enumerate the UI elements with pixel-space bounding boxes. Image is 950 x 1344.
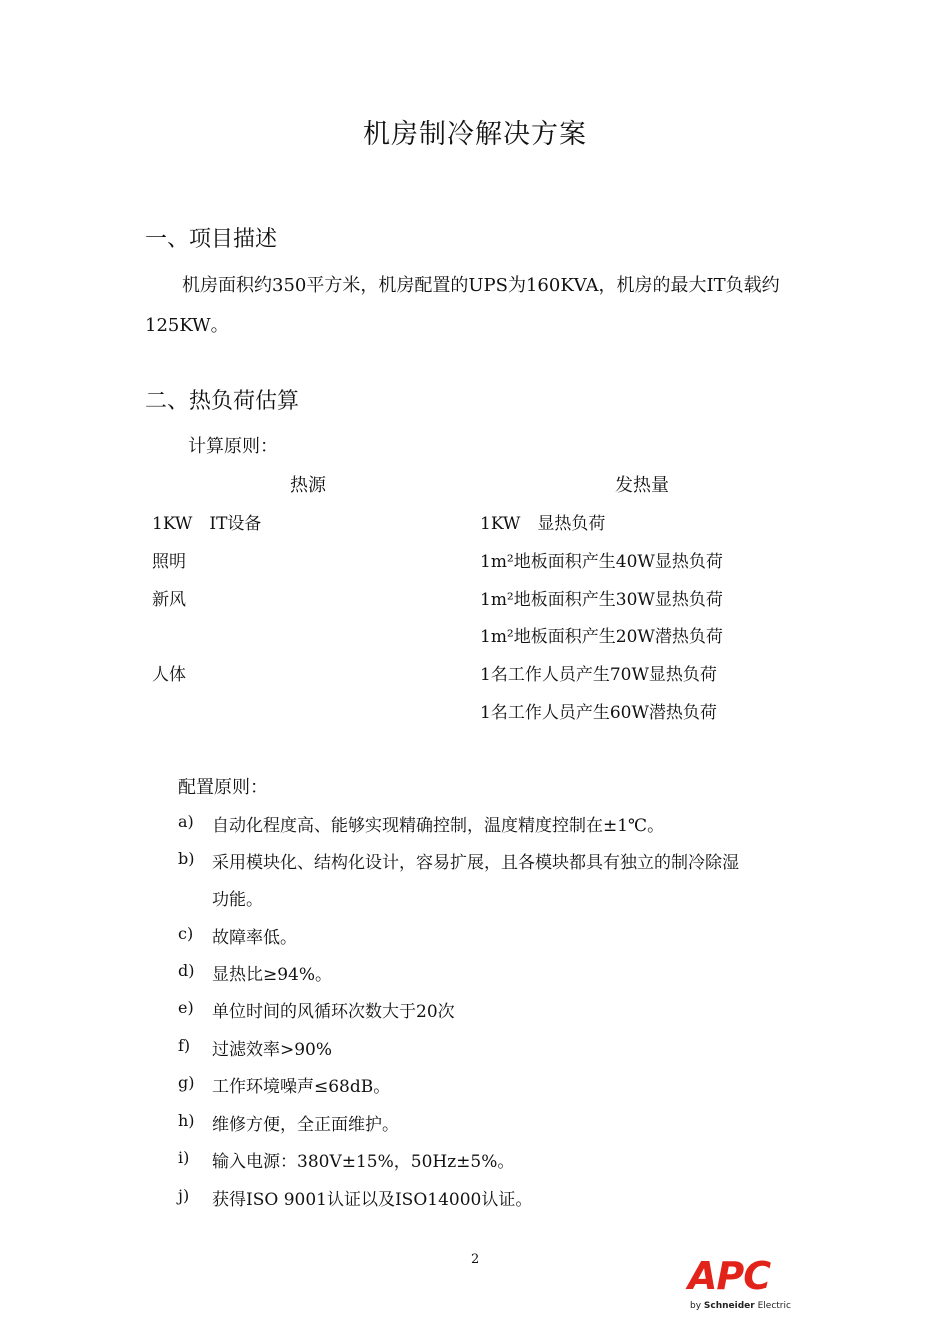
table-header-source: 热源 <box>290 475 326 496</box>
list-item-marker: b) <box>178 849 195 868</box>
list-item-marker: a) <box>178 812 194 831</box>
list-item-text: 单位时间的风循环次数大于20次 <box>212 1002 455 1022</box>
section-heading-project: 一、项目描述 <box>145 227 278 252</box>
apc-logo <box>688 1256 806 1320</box>
calc-principle-label: 计算原则： <box>188 436 278 457</box>
list-item-marker: f) <box>178 1036 191 1055</box>
table-cell-heat: 1KW 显热负荷 <box>480 514 606 534</box>
list-item-marker: g) <box>178 1073 195 1092</box>
project-description-line1: 机房面积约350平方米，机房配置的UPS为160KVA，机房的最大IT负载约 <box>182 275 780 296</box>
list-item-marker: h) <box>178 1111 195 1130</box>
logo-by: by <box>690 1301 702 1311</box>
table-cell-heat: 1名工作人员产生60W潜热负荷 <box>480 703 717 723</box>
list-item-text: 获得ISO 9001认证以及ISO14000认证。 <box>212 1190 533 1210</box>
list-item-marker: d) <box>178 961 195 980</box>
logo-sub: Electric <box>757 1301 791 1311</box>
table-cell-heat: 1m²地板面积产生20W潜热负荷 <box>480 627 723 647</box>
list-item-text: 维修方便，全正面维护。 <box>212 1115 399 1135</box>
list-item-marker: j) <box>178 1186 190 1205</box>
list-item-marker: i) <box>178 1148 190 1167</box>
logo-company: Schneider <box>703 1301 755 1311</box>
project-description-line2: 125KW。 <box>145 315 229 336</box>
list-item-text: 故障率低。 <box>212 928 297 948</box>
list-item-text: 显热比≥94%。 <box>212 965 333 985</box>
apc-logo-mark: APC <box>688 1254 771 1298</box>
list-item-text: 采用模块化、结构化设计，容易扩展，且各模块都具有独立的制冷除湿 <box>212 853 739 873</box>
table-cell-heat: 1m²地板面积产生40W显热负荷 <box>480 552 723 572</box>
table-cell-source: 照明 <box>152 552 186 572</box>
section-heading-heat-load: 二、热负荷估算 <box>145 389 300 414</box>
table-cell-source: 新风 <box>152 590 186 610</box>
list-item-marker: c) <box>178 924 194 943</box>
apc-logo-tagline <box>690 1301 791 1311</box>
list-item-text: 过滤效率>90% <box>212 1040 333 1060</box>
list-item-text: 工作环境噪声≤68dB。 <box>212 1077 391 1097</box>
list-item-text: 自动化程度高、能够实现精确控制，温度精度控制在±1℃。 <box>212 816 665 836</box>
page-number: 2 <box>471 1252 480 1267</box>
config-principle-label: 配置原则： <box>178 777 268 798</box>
table-cell-heat: 1名工作人员产生70W显热负荷 <box>480 665 717 685</box>
list-item-text-continued: 功能。 <box>212 890 263 910</box>
list-item-text: 输入电源：380V±15%，50Hz±5%。 <box>212 1152 515 1172</box>
table-cell-heat: 1m²地板面积产生30W显热负荷 <box>480 590 723 610</box>
document-title: 机房制冷解决方案 <box>363 119 587 150</box>
table-cell-source: 1KW IT设备 <box>152 514 262 534</box>
list-item-marker: e) <box>178 998 194 1017</box>
table-header-heat: 发热量 <box>615 475 669 496</box>
table-cell-source: 人体 <box>152 665 186 685</box>
